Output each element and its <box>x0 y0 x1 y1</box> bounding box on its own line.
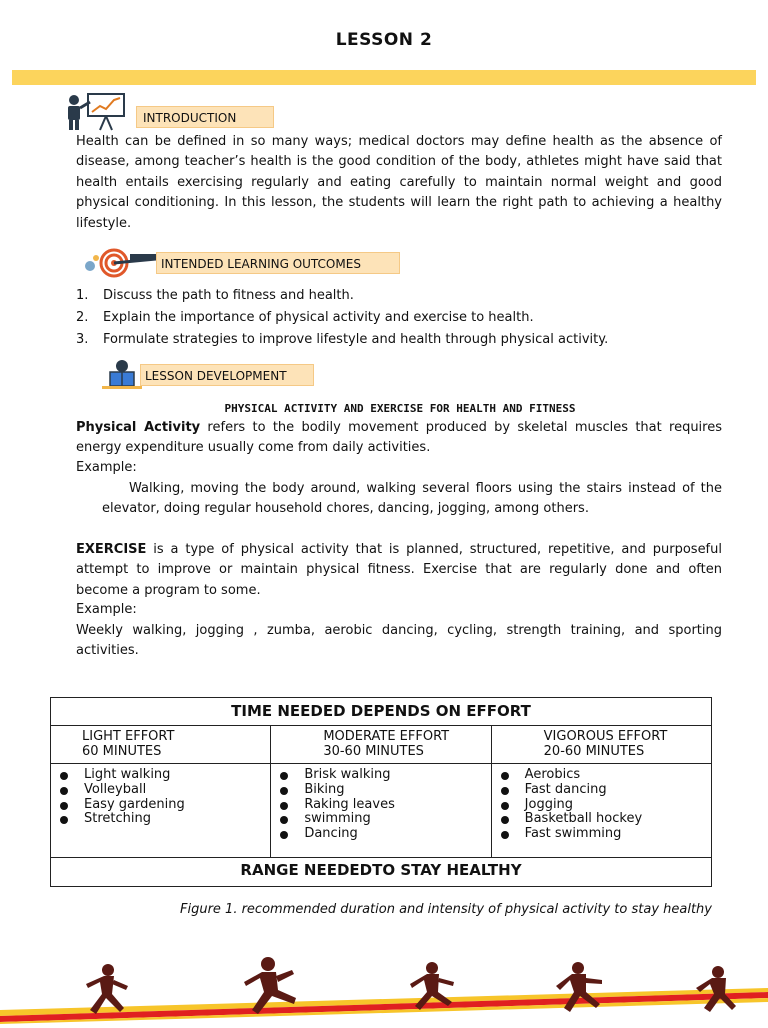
introduction-text: Health can be defined in so many ways; medical doctors may define health as the absence of disease, among teacher’s health is the good condition of the body, athletes might have said that health entails exercising regularly and eating carefully to maintain normal weight and good physical conditioning. In this lesson, the students will learn the right path to achieving a healthy lifestyle. <box>76 134 722 231</box>
runners-illustration <box>0 950 768 1024</box>
example-label: Example: <box>76 460 137 475</box>
vigorous-effort-items <box>491 764 711 858</box>
section-heading: PHYSICAL ACTIVITY AND EXERCISE FOR HEALTH AND FITNESS <box>224 402 576 415</box>
reading-student-icon <box>98 358 146 390</box>
effort-table <box>50 697 712 887</box>
list-item: Biking <box>272 783 489 798</box>
outcomes-label: INTENDED LEARNING OUTCOMES <box>156 252 400 274</box>
development-label: LESSON DEVELOPMENT <box>140 364 314 386</box>
list-item: Fast dancing <box>493 783 710 798</box>
light-effort-items <box>51 764 271 858</box>
moderate-effort-header: MODERATE EFFORT 30-60 MINUTES <box>271 726 491 764</box>
list-item: 2. Explain the importance of physical activity and exercise to health. <box>76 310 534 325</box>
list-item: 1. Discuss the path to fitness and health. <box>76 288 354 303</box>
physical-activity-definition: Physical Activity refers to the bodily movement produced by skeletal muscles that requires energy expenditure usually come from daily activities. <box>76 420 723 456</box>
physical-activity-example: Walking, moving the body around, walking several floors using the stairs instead of the elevator, doing regular household chores, dancing, jogging, among others. <box>102 481 722 517</box>
list-item: Dancing <box>272 827 489 842</box>
moderate-effort-items <box>271 764 491 858</box>
exercise-definition: EXERCISE is a type of physical activity that is planned, structured, repetitive, and purposeful attempt to improve or maintain physical fitness. Exercise that are regularly done and often become a program to some. <box>76 542 722 598</box>
list-item: Raking leaves <box>272 798 489 813</box>
list-item: Brisk walking <box>272 768 489 783</box>
vigorous-effort-header: VIGOROUS EFFORT 20-60 MINUTES <box>491 726 711 764</box>
introduction-label: INTRODUCTION <box>136 106 274 128</box>
accent-bar <box>12 70 756 85</box>
page-title: LESSON 2 <box>335 30 433 50</box>
list-item: Volleyball <box>52 783 269 798</box>
list-item: Jogging <box>493 798 710 813</box>
outcomes-list <box>76 286 736 352</box>
table-header: TIME NEEDED DEPENDS ON EFFORT <box>51 698 712 726</box>
list-item: Aerobics <box>493 768 710 783</box>
exercise-example: Weekly walking, jogging , zumba, aerobic dancing, cycling, strength training, and sporting activities. <box>76 623 722 659</box>
table-footer: RANGE NEEDEDTO STAY HEALTHY <box>51 858 712 887</box>
list-item: swimming <box>272 812 489 827</box>
target-icon <box>82 246 162 280</box>
list-item: Light walking <box>52 768 269 783</box>
light-effort-header: LIGHT EFFORT 60 MINUTES <box>51 726 271 764</box>
list-item: Fast swimming <box>493 827 710 842</box>
list-item: Basketball hockey <box>493 812 710 827</box>
figure-caption: Figure 1. recommended duration and intensity of physical activity to stay healthy <box>180 902 712 917</box>
presentation-icon <box>62 92 134 132</box>
example-label: Example: <box>76 602 137 617</box>
list-item: Stretching <box>52 812 269 827</box>
list-item: Easy gardening <box>52 798 269 813</box>
list-item: 3. Formulate strategies to improve lifestyle and health through physical activity. <box>76 332 609 347</box>
